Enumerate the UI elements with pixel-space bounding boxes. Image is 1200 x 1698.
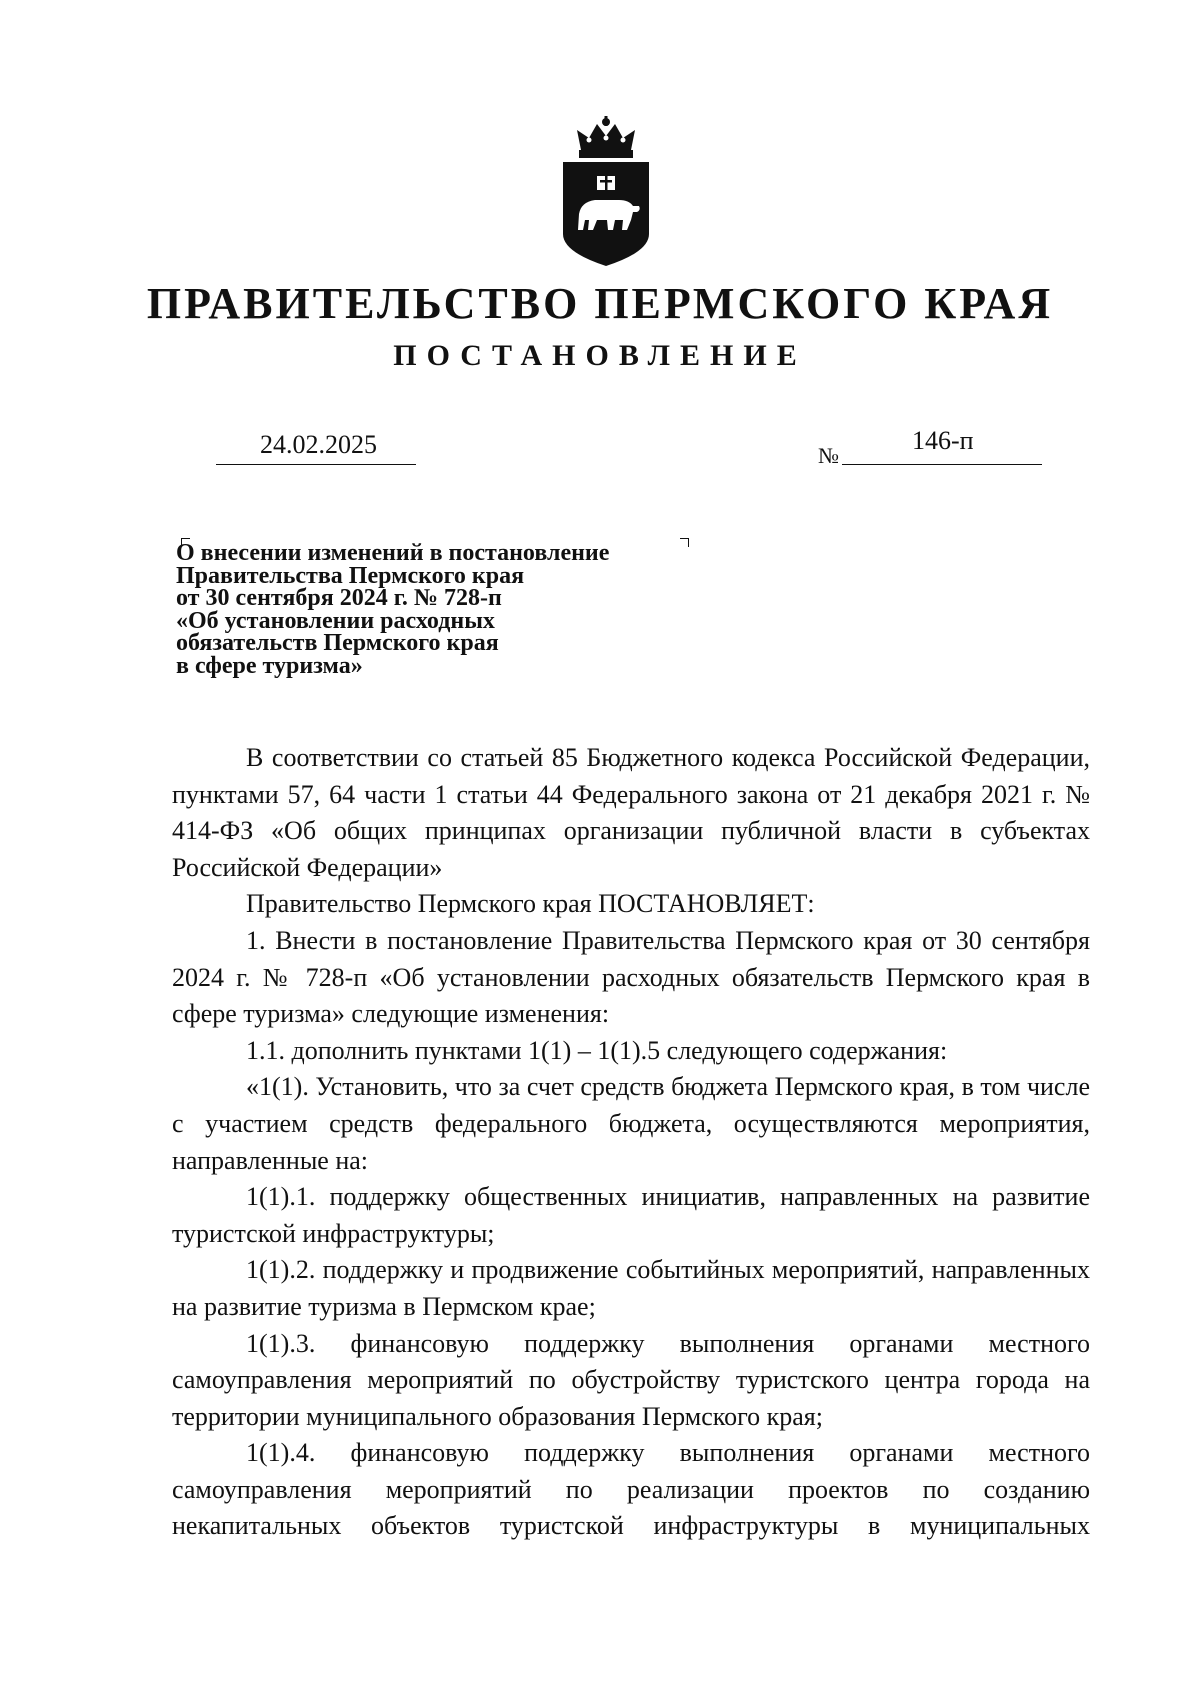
decree-body [172, 740, 1090, 1545]
subject-line: «Об установлении расходных [176, 607, 495, 634]
perm-krai-coat-of-arms-icon [559, 116, 653, 266]
decree-number: 146-п [912, 426, 974, 455]
decree-subject [176, 542, 696, 677]
body-paragraph-subitem-4: 1(1).4. финансовую поддержку выполнения органами местного самоуправления мероприятий по реализации проектов по созданию некапитальных объектов туристской инфраструктуры в муниципальных [172, 1438, 1090, 1541]
number-sign: № [818, 443, 839, 468]
decree-number-field [842, 426, 1042, 465]
body-paragraph-item-1-1: 1.1. дополнить пунктами 1(1) – 1(1).5 следующего содержания: [246, 1035, 948, 1065]
body-paragraph-subitem-3: 1(1).3. финансовую поддержку выполнения органами местного самоуправления мероприятий по обустройству туристского центра города на территории муниципального образования Пермского края; [172, 1328, 1090, 1431]
subject-line: обязательств Пермского края [176, 630, 499, 656]
body-paragraph-resolves: Правительство Пермского края ПОСТАНОВЛЯЕТ: [246, 889, 815, 919]
decree-title: ПОСТАНОВЛЕНИЕ [393, 339, 807, 372]
subject-line: в сфере туризма» [176, 652, 363, 679]
body-paragraph-item-1: 1. Внести в постановление Правительства Пермского края от 30 сентября 2024 г. № 728-п «Об установлении расходных обязательств Пермского края в сфере туризма» следующие изменения: [172, 925, 1090, 1029]
subject-line: Правительства Пермского края [176, 562, 525, 589]
body-paragraph-subitem-1: 1(1).1. поддержку общественных инициатив, направленных на развитие туристской инфраструктуры; [172, 1182, 1090, 1248]
decree-date-field [216, 430, 416, 465]
subject-line: от 30 сентября 2024 г. № 728-п [176, 585, 502, 611]
government-title: ПРАВИТЕЛЬСТВО ПЕРМСКОГО КРАЯ [146, 279, 1054, 328]
body-paragraph-item-1-1-main: «1(1). Установить, что за счет средств бюджета Пермского края, в том числе с участием средств федерального бюджета, осуществляются мероприятия, направленные на: [172, 1072, 1090, 1175]
decree-date: 24.02.2025 [260, 430, 377, 459]
subject-line: О внесении изменений в постановление [176, 540, 610, 566]
body-paragraph-preamble: В соответствии со статьей 85 Бюджетного кодекса Российской Федерации, пунктами 57, 64 части 1 статьи 44 Федерального закона от 21 декабря 2021 г. № 414-ФЗ «Об общих принципах организации публичной власти в субъектах Российской Федерации» [172, 743, 1090, 882]
body-paragraph-subitem-2: 1(1).2. поддержку и продвижение событийных мероприятий, направленных на развитие туризма в Пермском крае; [172, 1255, 1090, 1321]
